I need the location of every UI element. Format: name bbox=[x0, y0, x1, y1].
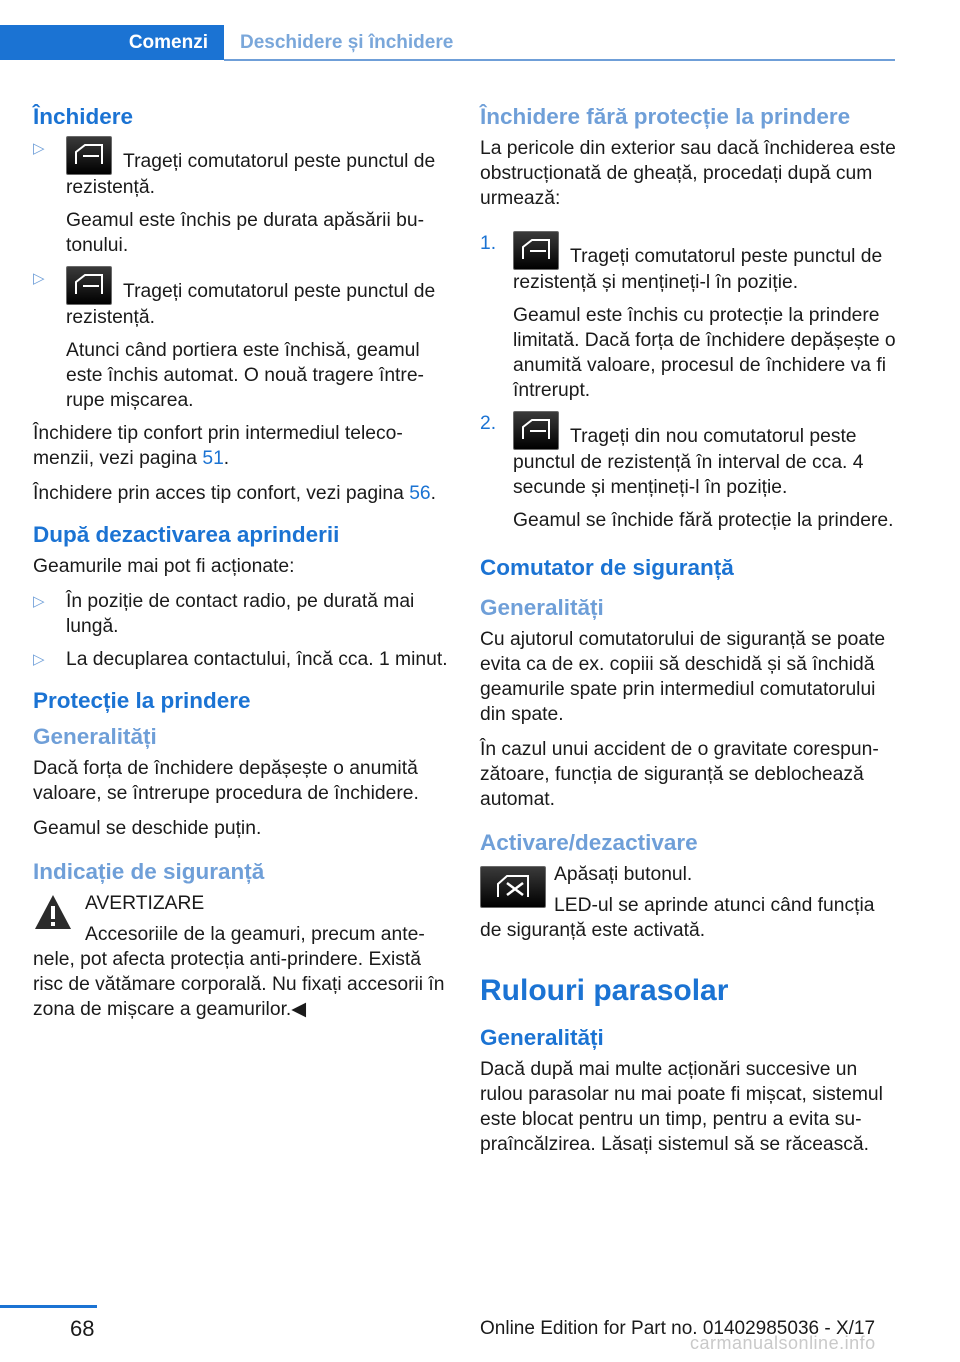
list-item-text: Trageți comutatorul peste punctul de rezistență. bbox=[66, 136, 449, 200]
step-subtext: Geamul este închis cu protecție la prindere limitată. Dacă forța de închidere depășește o anumită valoare, procesul de închidere va fi întrerupt. bbox=[513, 305, 896, 401]
step-subtext: Geamul se închide fără protecție la prindere. bbox=[513, 510, 894, 531]
step-number: 1. bbox=[480, 233, 497, 254]
paragraph-activare-1: Apăsați butonul. bbox=[554, 864, 693, 885]
paragraph-confort-remote: Închidere tip confort prin intermediul telecomenzii, vezi pagina 51. bbox=[33, 423, 403, 469]
heading-rulouri: Rulouri parasolar bbox=[480, 974, 729, 1007]
heading-indicatie: Indicație de siguranță bbox=[33, 859, 265, 884]
warning-block bbox=[33, 891, 449, 916]
list-item bbox=[33, 589, 449, 639]
warning-triangle-icon bbox=[33, 893, 73, 936]
page-link-51[interactable]: 51 bbox=[202, 448, 224, 469]
window-switch-icon bbox=[66, 266, 112, 305]
heading-inchidere: Închidere bbox=[33, 104, 134, 129]
list-item-text: În poziție de contact radio, pe durată mai lungă. bbox=[66, 591, 415, 637]
list-item-subtext: Atunci când portiera este închisă, geamul este închis automat. O nouă tragere întrerupe mișcarea. bbox=[66, 340, 424, 411]
activare-block bbox=[480, 862, 896, 943]
list-item bbox=[33, 136, 449, 258]
list-item-subtext: Geamul este închis pe durata apăsării butonului. bbox=[66, 210, 424, 256]
heading-protectie: Protecție la prindere bbox=[33, 688, 251, 713]
edition-text: Online Edition for Part no. 01402985036 - X/17 bbox=[480, 1318, 876, 1339]
heading-activare: Activare/dezactivare bbox=[480, 830, 698, 855]
warning-text: Accesoriile de la geamuri, precum antenele, pot afecta protecția anti-prindere. Există risc de vătămare corporală. Nu fixați accesorii în zona de mișcare a geamurilor.◀ bbox=[33, 924, 445, 1020]
window-lock-button-icon bbox=[480, 866, 546, 908]
paragraph-fara-intro: La pericole din exterior sau dacă închiderea este obstrucționată de gheață, procedați după cum urmează: bbox=[480, 138, 896, 209]
footer-rule bbox=[0, 1305, 97, 1308]
step-number: 2. bbox=[480, 413, 497, 434]
paragraph-activare-2: LED-ul se aprinde atunci când funcția de siguranță este activată. bbox=[480, 895, 875, 941]
paragraph-generalitati-2: Geamul se deschide puțin. bbox=[33, 818, 262, 839]
page-header bbox=[0, 0, 895, 62]
warning-title: AVERTIZARE bbox=[85, 893, 205, 914]
heading-generalitati: Generalități bbox=[480, 595, 604, 620]
left-column bbox=[33, 100, 449, 1032]
heading-fara-protectie: Închidere fără protecție la prindere bbox=[480, 104, 851, 129]
heading-dupa-dezactivare: După dezactivarea aprinderii bbox=[33, 522, 340, 547]
page-number: 68 bbox=[70, 1316, 95, 1341]
watermark: carmanualsonline.info bbox=[690, 1333, 876, 1353]
list-item bbox=[33, 647, 449, 672]
header-rule bbox=[224, 59, 895, 61]
heading-generalitati: Generalități bbox=[33, 724, 157, 749]
triangle-bullet-icon: ▷ bbox=[33, 651, 45, 668]
paragraph-generalitati-1: Dacă forța de închidere depășește o anumită valoare, se întrerupe procedura de închidere. bbox=[33, 758, 419, 804]
window-switch-icon bbox=[513, 411, 559, 450]
heading-generalitati-rulouri: Generalități bbox=[480, 1025, 604, 1050]
list-item-text: La decuplarea contactului, încă cca. 1 minut. bbox=[66, 649, 448, 670]
list-item-text: Trageți comutatorul peste punctul de rezistență. bbox=[66, 266, 449, 330]
paragraph-comutator-2: În cazul unui accident de o gravitate corespunzătoare, funcția de siguranță se deblochează automat. bbox=[480, 739, 879, 810]
triangle-bullet-icon: ▷ bbox=[33, 593, 45, 610]
heading-comutator: Comutator de siguranță bbox=[480, 555, 734, 580]
list-item bbox=[33, 266, 449, 413]
step-item bbox=[480, 231, 896, 403]
chapter-tab[interactable]: Comenzi bbox=[0, 25, 224, 60]
section-tab[interactable]: Deschidere și închidere bbox=[240, 31, 454, 53]
step-item bbox=[480, 411, 896, 533]
triangle-bullet-icon: ▷ bbox=[33, 140, 45, 157]
triangle-bullet-icon: ▷ bbox=[33, 270, 45, 287]
step-text: Trageți comutatorul peste punctul de rezistență și mențineți-l în poziție. bbox=[513, 231, 896, 295]
page-link-56[interactable]: 56 bbox=[409, 483, 431, 504]
step-text: Trageți din nou comutatorul peste punctul de rezistență în interval de cca. 4 secunde și mențineți-l în poziție. bbox=[513, 411, 896, 500]
window-switch-icon bbox=[66, 136, 112, 175]
paragraph-comutator-1: Cu ajutorul comutatorului de siguranță se poate evita ca de ex. copiii să deschidă și să închidă geamurile spate prin intermediul comutatorului din spate. bbox=[480, 629, 886, 725]
paragraph-confort-access: Închidere prin acces tip confort, vezi pagina 56. bbox=[33, 483, 437, 504]
right-column bbox=[480, 100, 896, 1167]
paragraph-rulouri: Dacă după mai multe acționări succesive un rulou parasolar nu mai poate fi mișcat, sistemul este blocat pentru un timp, pentru a evita supraîncălzirea. Lăsați sistemul să se răcească. bbox=[480, 1059, 883, 1155]
paragraph-dupa-intro: Geamurile mai pot fi acționate: bbox=[33, 556, 295, 577]
window-switch-icon bbox=[513, 231, 559, 270]
